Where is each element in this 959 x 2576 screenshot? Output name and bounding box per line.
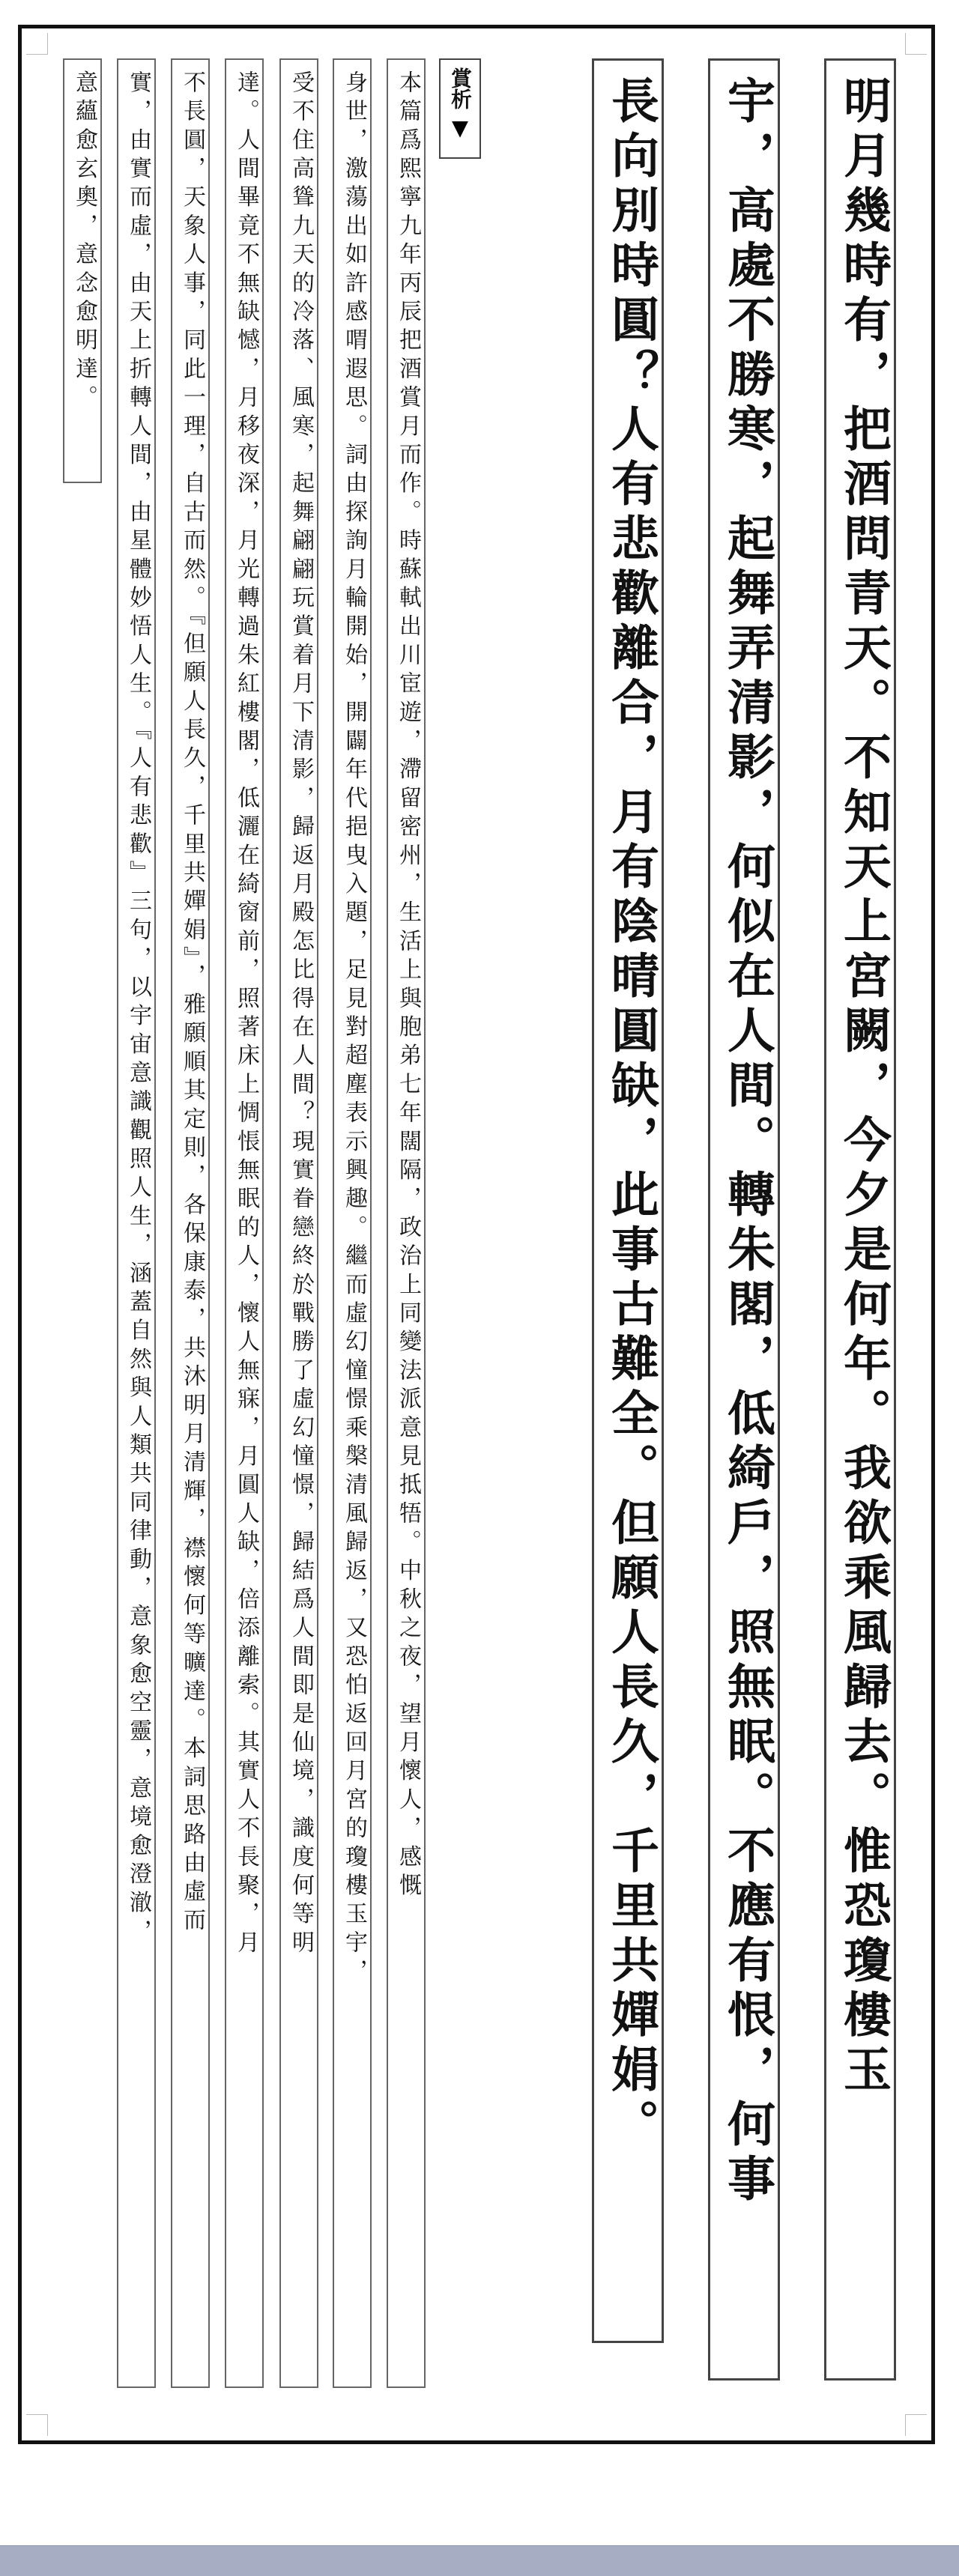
commentary-line-7: 意蘊愈玄奧，意念愈明達。 (63, 58, 102, 483)
poem-line-1: 明月幾時有，把酒問青天。不知天上宮闕，今夕是何年。我欲乘風歸去。惟恐瓊樓玉 (824, 58, 896, 2380)
commentary-line-3: 受不住高聳九天的冷落、風寒，起舞翩翩玩賞着月下清影，歸返月殿怎比得在人間？現實眷戀終於戰勝了虛幻憧憬，歸結爲人間即是仙境，識度何等明 (279, 58, 318, 2388)
commentary-heading (439, 58, 481, 159)
poem-line-2: 宇，高處不勝寒，起舞弄清影，何似在人間。轉朱閣，低綺戶，照無眠。不應有恨，何事 (708, 58, 780, 2380)
poem-line-3: 長向別時圓？人有悲歡離合，月有陰晴圓缺，此事古難全。但願人長久，千里共嬋娟。 (592, 58, 664, 2343)
crop-mark (26, 2414, 48, 2436)
commentary-heading-text: 賞析 (448, 67, 473, 109)
crop-mark (905, 33, 927, 55)
heading-marker-icon (452, 121, 468, 138)
commentary-line-6: 實，由實而虛，由天上折轉人間，由星體妙悟人生。『人有悲歡』三句，以宇宙意識觀照人生，涵蓋自然與人類共同律動，意象愈空靈，意境愈澄澈， (117, 58, 156, 2388)
commentary-line-4: 達。人間畢竟不無缺憾，月移夜深，月光轉過朱紅樓閣，低灑在綺窗前，照著床上惆悵無眠的人，懷人無寐，月圓人缺，倍添離索。其實人不長聚，月 (225, 58, 264, 2388)
commentary-line-1: 本篇爲熙寧九年丙辰把酒賞月而作。時蘇軾出川宦遊，滯留密州，生活上與胞弟七年闊隔，政治上同變法派意見抵牾。中秋之夜，望月懷人，感慨 (387, 58, 426, 2388)
commentary-line-2: 身世，激蕩出如許感喟遐思。詞由探詢月輪開始，開闢年代挹曳入題，足見對超塵表示興趣。繼而虛幻憧憬乘槃清風歸返，又恐怕返回月宮的瓊樓玉宇， (333, 58, 372, 2388)
crop-mark (905, 2414, 927, 2436)
commentary-line-5: 不長圓，天象人事，同此一理，自古而然。『但願人長久，千里共嬋娟』，雅願順其定則，各保康泰，共沐明月清輝，襟懷何等曠達。本詞思路由虛而 (171, 58, 210, 2388)
bottom-status-strip (0, 2545, 959, 2576)
crop-mark (26, 33, 48, 55)
